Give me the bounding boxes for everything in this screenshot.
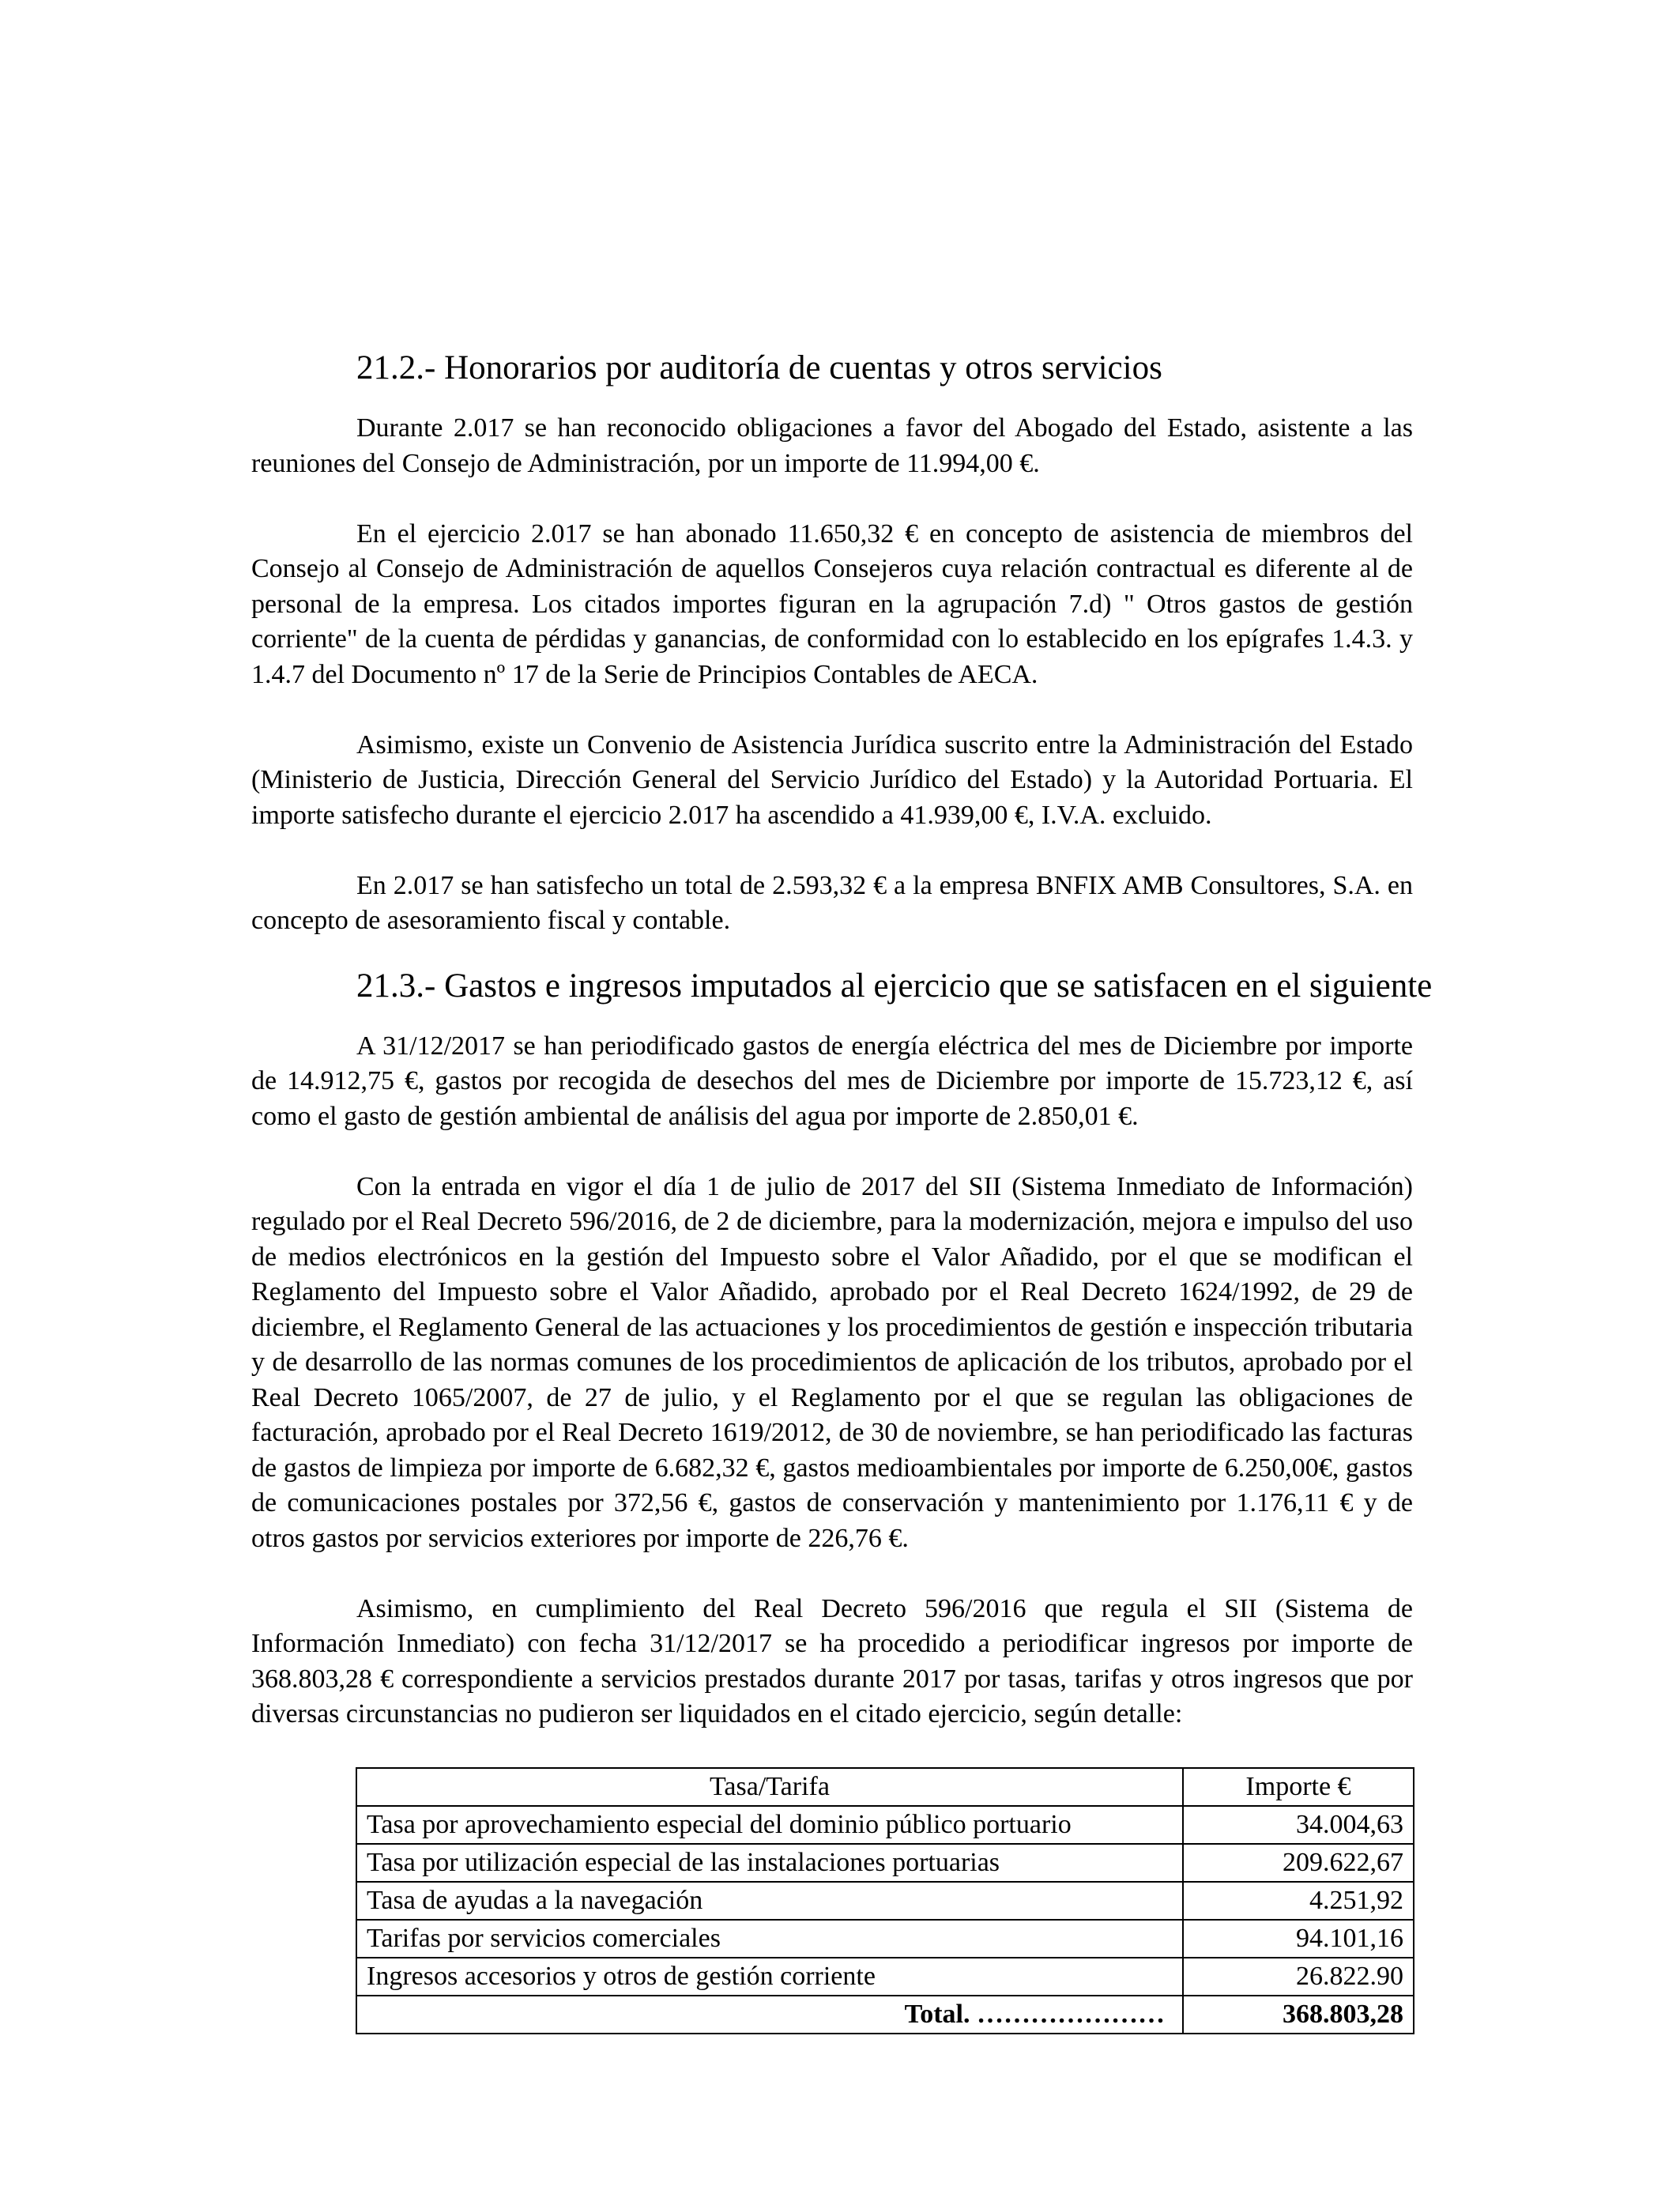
paragraph: Con la entrada en vigor el día 1 de julio de 2017 del SII (Sistema Inmediato de Información) regulado por el Real Decreto 596/2016, de 2 de diciembre, para la modernización, mejora e impulso del uso de medios electrónicos en la gestión del Impuesto sobre el Valor Añadido, por el que se modifican el Reglamento del Impuesto sobre el Valor Añadido, aprobado por el Real Decreto 1624/1992, de 29 de diciembre, el Reglamento General de las actuaciones y los procedimientos de gestión e inspección tributaria y de desarrollo de las normas comunes de los procedimientos de aplicación de los tributos, aprobado por el Real Decreto 1065/2007, de 27 de julio, y el Reglamento por el que se regulan las obligaciones de facturación, aprobado por el Real Decreto 1619/2012, de 30 de noviembre, se han periodificado las facturas de gastos de limpieza por importe de 6.682,32 €, gastos medioambientales por importe de 6.250,00€, gastos de comunicaciones postales por 372,56 €, gastos de conservación y mantenimiento por 1.176,11 € y de otros gastos por servicios exteriores por importe de 226,76 €. bbox=[251, 1171, 1413, 1553]
row-amount: 26.822.90 bbox=[1183, 1958, 1414, 1996]
row-name: Tarifas por servicios comerciales bbox=[356, 1920, 1183, 1958]
paragraph: En 2.017 se han satisfecho un total de 2.593,32 € a la empresa BNFIX AMB Consultores, S.A. en concepto de asesoramiento fiscal y contable. bbox=[251, 870, 1413, 935]
table-row bbox=[356, 1806, 1414, 1844]
section-heading-21-2: 21.2.- Honorarios por auditoría de cuentas y otros servicios bbox=[356, 349, 1162, 386]
table-row bbox=[356, 1882, 1414, 1920]
row-amount: 4.251,92 bbox=[1183, 1882, 1414, 1920]
table-row bbox=[356, 1958, 1414, 1996]
paragraph: Asimismo, en cumplimiento del Real Decreto 596/2016 que regula el SII (Sistema de Información Inmediato) con fecha 31/12/2017 se ha procedido a periodificar ingresos por importe de 368.803,28 € correspondiente a servicios prestados durante 2017 por tasas, tarifas y otros ingresos que por diversas circunstancias no pudieron ser liquidados en el citado ejercicio, según detalle: bbox=[251, 1593, 1413, 1728]
row-amount: 34.004,63 bbox=[1183, 1806, 1414, 1844]
income-detail-table bbox=[356, 1767, 1414, 2034]
paragraph: Asimismo, existe un Convenio de Asistencia Jurídica suscrito entre la Administración del Estado (Ministerio de Justicia, Dirección General del Servicio Jurídico del Estado) y la Autoridad Portuaria. El importe satisfecho durante el ejercicio 2.017 ha ascendido a 41.939,00 €, I.V.A. excluido. bbox=[251, 729, 1413, 830]
column-header-importe: Importe € bbox=[1183, 1768, 1414, 1806]
table-header-row bbox=[356, 1768, 1414, 1806]
row-name: Tasa por utilización especial de las instalaciones portuarias bbox=[356, 1844, 1183, 1882]
row-name: Ingresos accesorios y otros de gestión corriente bbox=[356, 1958, 1183, 1996]
table-row bbox=[356, 1920, 1414, 1958]
table-row bbox=[356, 1844, 1414, 1882]
paragraph: A 31/12/2017 se han periodificado gastos de energía eléctrica del mes de Diciembre por importe de 14.912,75 €, gastos por recogida de desechos del mes de Diciembre por importe de 15.723,12 €, así como el gasto de gestión ambiental de análisis del agua por importe de 2.850,01 €. bbox=[251, 1031, 1413, 1131]
total-label: Total. ………………… bbox=[356, 1996, 1183, 2034]
paragraph: En el ejercicio 2.017 se han abonado 11.650,32 € en concepto de asistencia de miembros del Consejo al Consejo de Administración de aquellos Consejeros cuya relación contractual es diferente al de personal de la empresa. Los citados importes figuran en la agrupación 7.d) " Otros gastos de gestión corriente" de la cuenta de pérdidas y ganancias, de conformidad con lo establecido en los epígrafes 1.4.3. y 1.4.7 del Documento nº 17 de la Serie de Principios Contables de AECA. bbox=[251, 518, 1413, 689]
section-heading-21-3: 21.3.- Gastos e ingresos imputados al ejercicio que se satisfacen en el siguiente bbox=[356, 967, 1433, 1005]
total-amount: 368.803,28 bbox=[1183, 1996, 1414, 2034]
row-amount: 209.622,67 bbox=[1183, 1844, 1414, 1882]
row-amount: 94.101,16 bbox=[1183, 1920, 1414, 1958]
table-total-row bbox=[356, 1996, 1414, 2034]
paragraph: Durante 2.017 se han reconocido obligaciones a favor del Abogado del Estado, asistente a las reuniones del Consejo de Administración, por un importe de 11.994,00 €. bbox=[251, 413, 1413, 478]
column-header-tasa-tarifa: Tasa/Tarifa bbox=[356, 1768, 1183, 1806]
row-name: Tasa por aprovechamiento especial del dominio público portuario bbox=[356, 1806, 1183, 1844]
row-name: Tasa de ayudas a la navegación bbox=[356, 1882, 1183, 1920]
document-page bbox=[251, 348, 1433, 2034]
